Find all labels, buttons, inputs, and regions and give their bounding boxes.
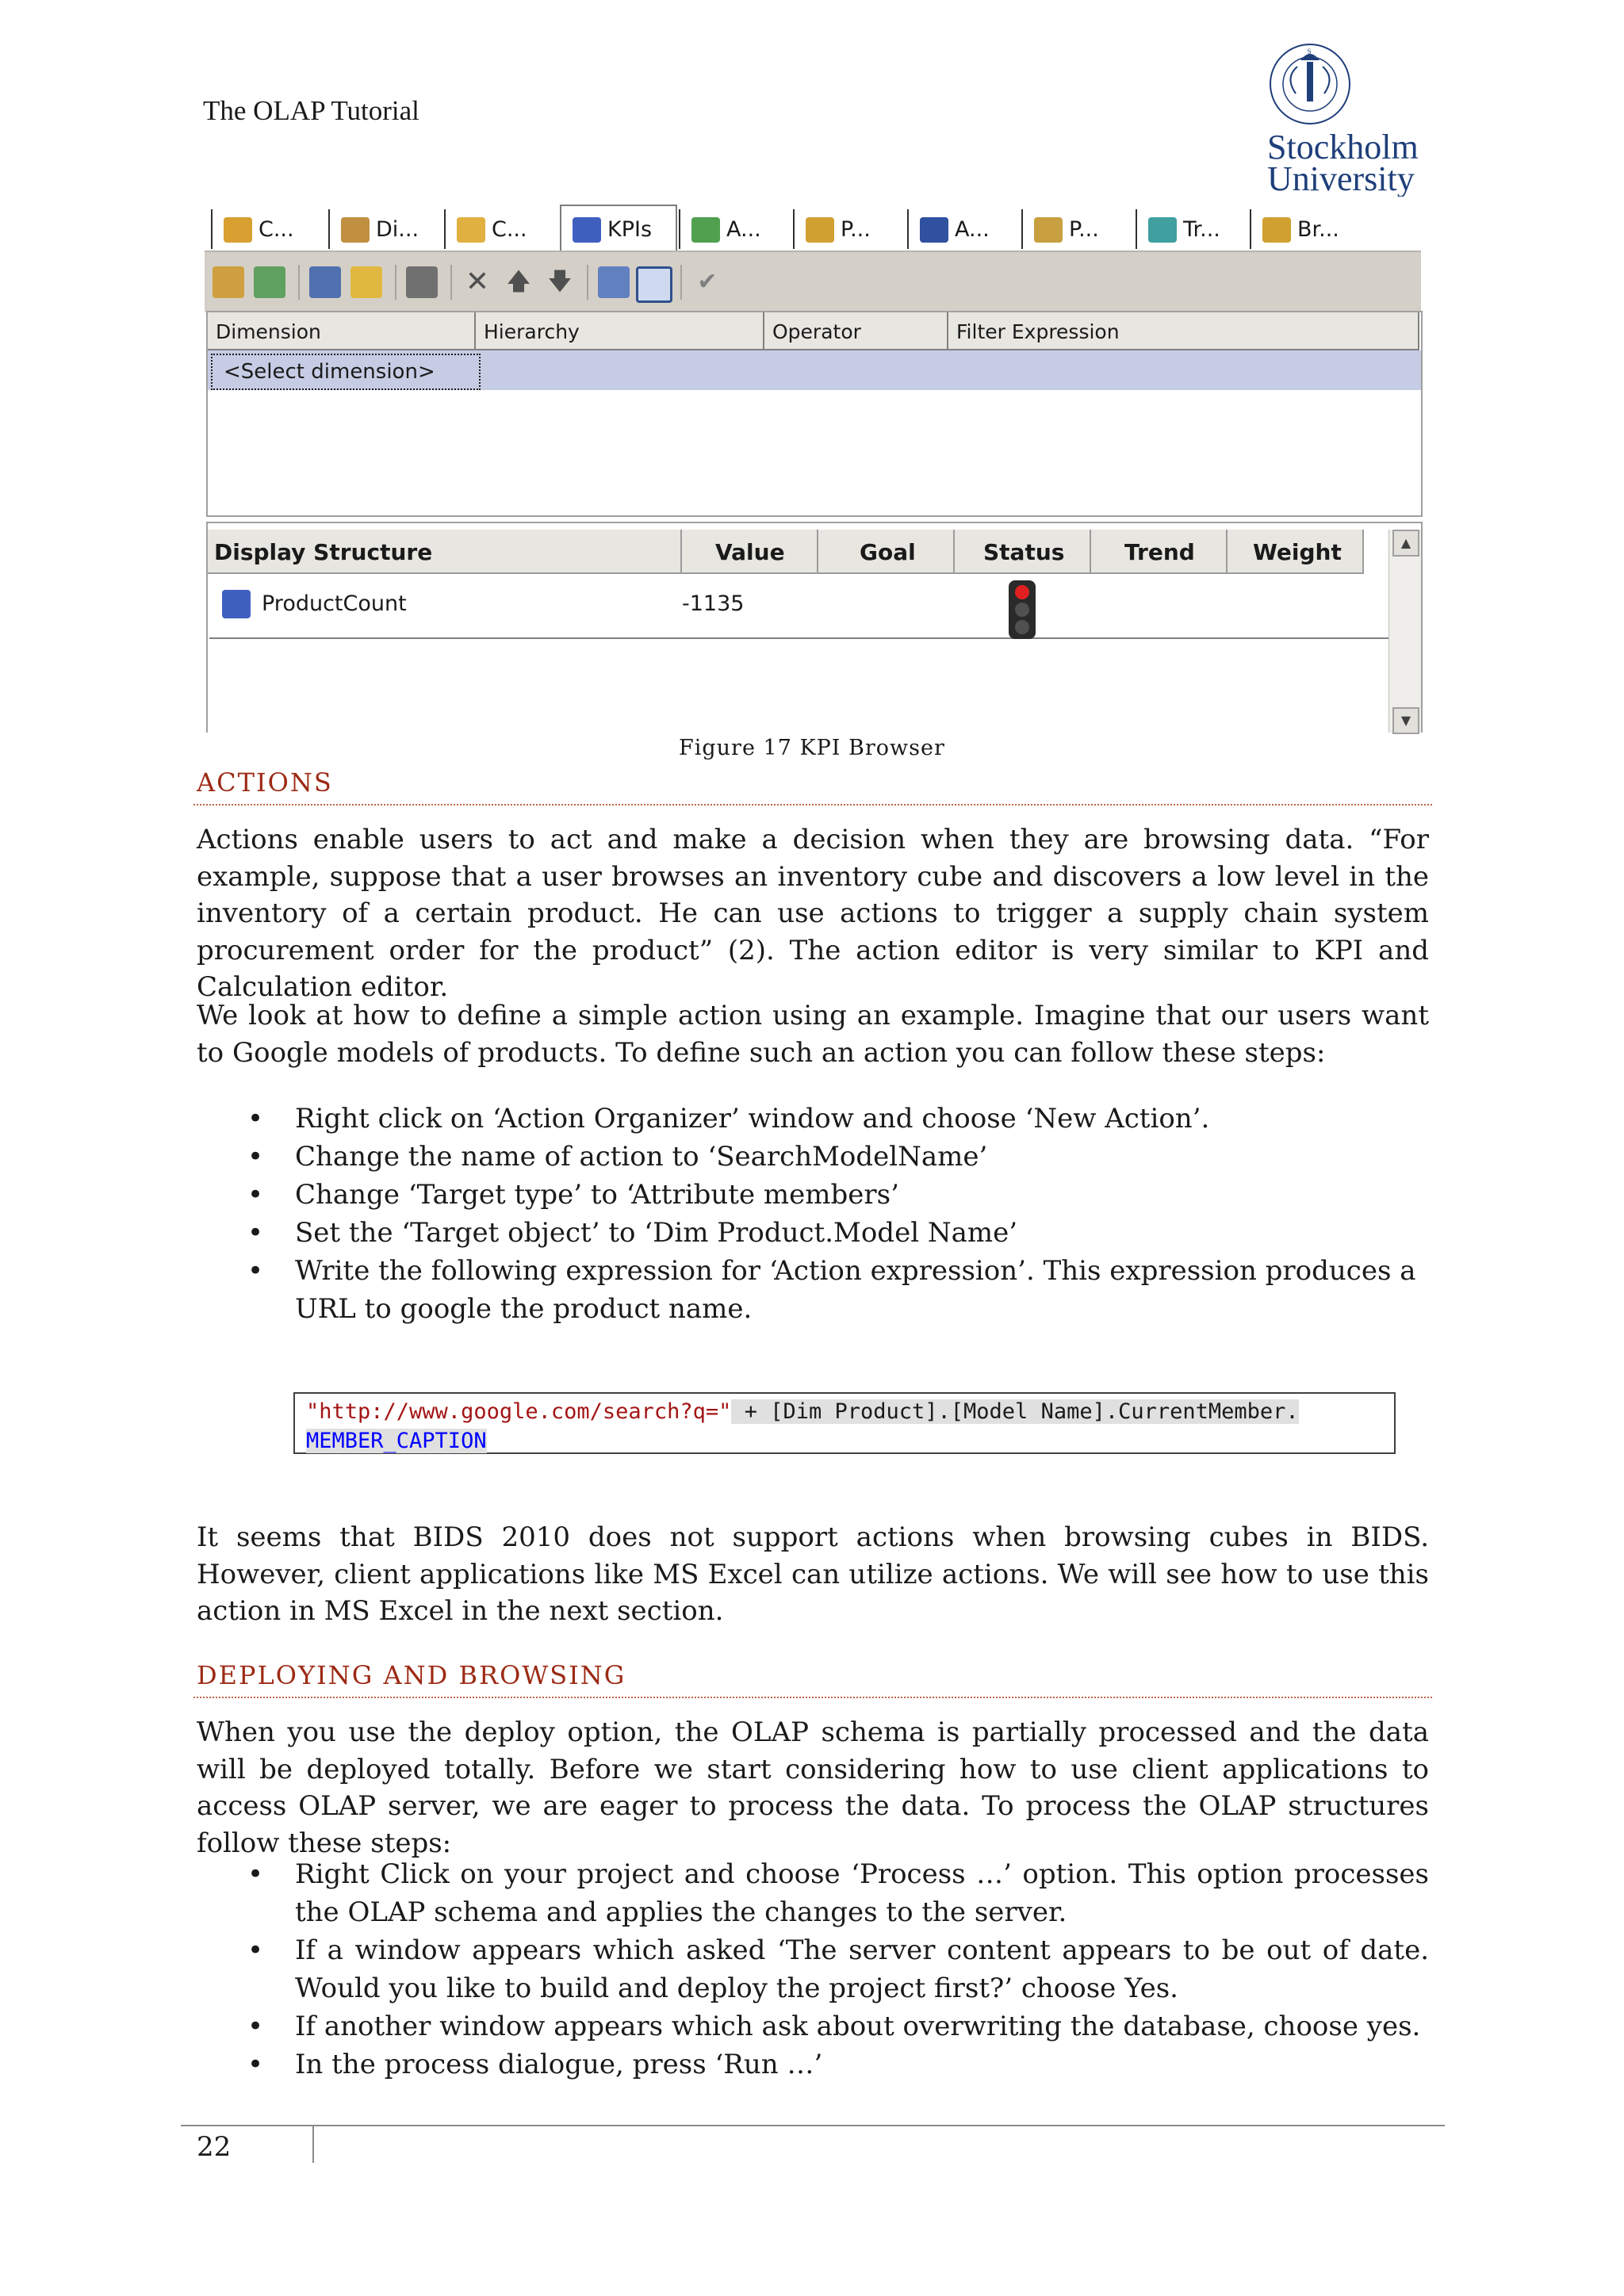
open-folder-icon[interactable] xyxy=(350,266,382,298)
partitions-icon xyxy=(806,217,834,243)
toolbar-separator xyxy=(587,265,588,300)
footer-divider xyxy=(312,2126,314,2163)
move-down-icon[interactable]: 🡇 xyxy=(547,268,573,296)
logo-line-1: Stockholm xyxy=(1267,128,1419,166)
kpi-browser-screenshot xyxy=(205,200,1421,731)
tab-cube-structure[interactable]: C... xyxy=(211,209,324,249)
dimension-usage-icon xyxy=(341,217,370,243)
filter-column-operator[interactable]: Operator xyxy=(764,312,948,350)
university-seal-icon xyxy=(1270,44,1350,124)
tab-actions[interactable]: A... xyxy=(679,209,791,249)
tab-partitions[interactable]: P... xyxy=(793,209,906,249)
vertical-scrollbar[interactable] xyxy=(1388,530,1421,733)
list-item: • Write the following expression for ‘Action expression’. This expression produces a URL to google the product name. xyxy=(247,1255,1416,1325)
delete-icon[interactable]: ✕ xyxy=(465,266,490,298)
section-heading-actions: ACTIONS xyxy=(197,767,333,798)
figure-caption: Figure 17 KPI Browser xyxy=(679,736,945,760)
scroll-up-icon[interactable]: ▲ xyxy=(1392,530,1419,557)
new-kpi-icon[interactable] xyxy=(406,266,438,298)
kpi-column-value[interactable]: Value xyxy=(682,530,818,574)
change-user-icon[interactable] xyxy=(309,266,341,298)
tab-browser[interactable]: Br... xyxy=(1250,209,1362,249)
browser-view-icon[interactable] xyxy=(636,266,672,303)
kpi-value: -1135 xyxy=(682,591,745,616)
toolbar-separator xyxy=(298,265,300,300)
kpi-row-productcount[interactable] xyxy=(209,574,1391,639)
section-heading-deploying: DEPLOYING AND BROWSING xyxy=(197,1660,626,1690)
deploying-paragraph-1: When you use the deploy option, the OLAP schema is partially processed and the data will be deployed totally. Before we start considering how to use client applications to access OLAP server, we are eager to process the data. To process the OLAP structures follow these steps: xyxy=(197,1716,1429,1859)
list-item: • Set the ‘Target object’ to ‘Dim Product.Model Name’ xyxy=(247,1217,1018,1249)
actions-steps-list xyxy=(197,1100,1429,1328)
form-view-icon[interactable] xyxy=(213,266,244,298)
stockholm-university-logo xyxy=(1261,38,1431,197)
tab-translations[interactable]: Tr... xyxy=(1136,209,1248,249)
toolbar-separator xyxy=(680,265,682,300)
list-item: • If another window appears which ask about overwriting the database, choose yes. xyxy=(247,2011,1421,2042)
cube-magnifier-icon xyxy=(224,217,252,243)
tab-kpis[interactable]: KPIs xyxy=(560,205,677,252)
kpi-column-display-structure[interactable]: Display Structure xyxy=(208,530,682,574)
browser-icon xyxy=(1262,217,1291,243)
actions-paragraph-2: We look at how to define a simple action using an example. Imagine that our users want to Google models of products. To define such an action you can follow these steps: xyxy=(197,1000,1429,1069)
filter-column-filter-expression[interactable]: Filter Expression xyxy=(948,312,1419,350)
list-item: • Right Click on your project and choose ‘Process …’ option. This option processes the OLAP schema and applies the changes to the server. xyxy=(247,1858,1429,1928)
list-item: • If a window appears which asked ‘The server content appears to be out of date. Would you like to build and deploy the project first?’ choose Yes. xyxy=(247,1934,1429,2004)
kpi-column-goal[interactable]: Goal xyxy=(818,530,955,574)
actions-paragraph-1: Actions enable users to act and make a decision when they are browsing data. “For example, suppose that a user browses an inventory cube and discovers a low level in the inventory of a certain product. He can use actions to trigger a supply chain system procurement order for the product” (2). The action editor is very similar to KPI and Calculation editor. xyxy=(197,824,1429,1003)
yellow-light-off-icon xyxy=(1015,603,1029,617)
tab-dimension-usage[interactable]: Di... xyxy=(328,209,441,249)
actions-paragraph-3: It seems that BIDS 2010 does not support actions when browsing cubes in BIDS. However, client applications like MS Excel can utilize actions. We will see how to use this action in MS Excel in the next section. xyxy=(197,1521,1429,1627)
scroll-down-icon[interactable]: ▼ xyxy=(1392,707,1419,734)
select-dimension-cell[interactable]: <Select dimension> xyxy=(211,354,481,390)
kpi-icon xyxy=(222,590,251,618)
kpi-column-trend[interactable]: Trend xyxy=(1091,530,1228,574)
designer-tab-bar xyxy=(205,205,1421,251)
deploying-steps-list xyxy=(197,1855,1429,2084)
reconnect-icon[interactable] xyxy=(254,266,285,298)
list-item: • Right click on ‘Action Organizer’ window and choose ‘New Action’. xyxy=(247,1103,1210,1135)
kpi-icon xyxy=(573,217,601,243)
filter-column-dimension[interactable]: Dimension xyxy=(208,312,476,350)
calculations-icon xyxy=(457,217,485,243)
tab-aggregations[interactable]: A... xyxy=(907,209,1020,249)
list-item: • In the process dialogue, press ‘Run …’ xyxy=(247,2049,823,2080)
spell-check-icon[interactable]: ✔ xyxy=(697,268,718,296)
filter-grid xyxy=(206,311,1423,517)
red-light-icon xyxy=(1015,585,1029,599)
kpi-column-status[interactable]: Status xyxy=(955,530,1091,574)
tab-perspectives[interactable]: P... xyxy=(1021,209,1134,249)
list-item: • Change ‘Target type’ to ‘Attribute members’ xyxy=(247,1179,899,1211)
status-traffic-light-icon xyxy=(1009,580,1036,639)
section-rule xyxy=(193,1697,1432,1698)
green-light-off-icon xyxy=(1015,620,1029,634)
tab-calculations[interactable]: C... xyxy=(444,209,557,249)
kpi-toolbar xyxy=(205,251,1421,312)
kpi-name: ProductCount xyxy=(262,591,407,616)
svg-text:S: S xyxy=(1307,48,1313,55)
footer-rule xyxy=(181,2125,1445,2126)
section-rule xyxy=(193,804,1432,806)
move-up-icon[interactable]: 🡅 xyxy=(506,268,531,296)
action-expression-code: "http://www.google.com/search?q=" + [Dim Product].[Model Name].CurrentMember. MEMBER_CAPTION xyxy=(293,1392,1396,1454)
toolbar-separator xyxy=(395,265,396,300)
aggregations-icon xyxy=(920,217,948,243)
kpi-column-weight[interactable]: Weight xyxy=(1228,530,1364,574)
form-layout-icon[interactable] xyxy=(598,266,630,298)
filter-column-hierarchy[interactable]: Hierarchy xyxy=(476,312,764,350)
list-item: • Change the name of action to ‘SearchModelName’ xyxy=(247,1141,988,1173)
toolbar-separator xyxy=(450,265,452,300)
logo-line-2: University xyxy=(1267,159,1415,197)
translations-icon xyxy=(1148,217,1177,243)
actions-icon xyxy=(691,217,720,243)
page-number: 22 xyxy=(197,2131,232,2163)
kpi-results-grid xyxy=(206,522,1423,733)
running-header: The OLAP Tutorial xyxy=(203,95,419,126)
perspectives-icon xyxy=(1034,217,1063,243)
